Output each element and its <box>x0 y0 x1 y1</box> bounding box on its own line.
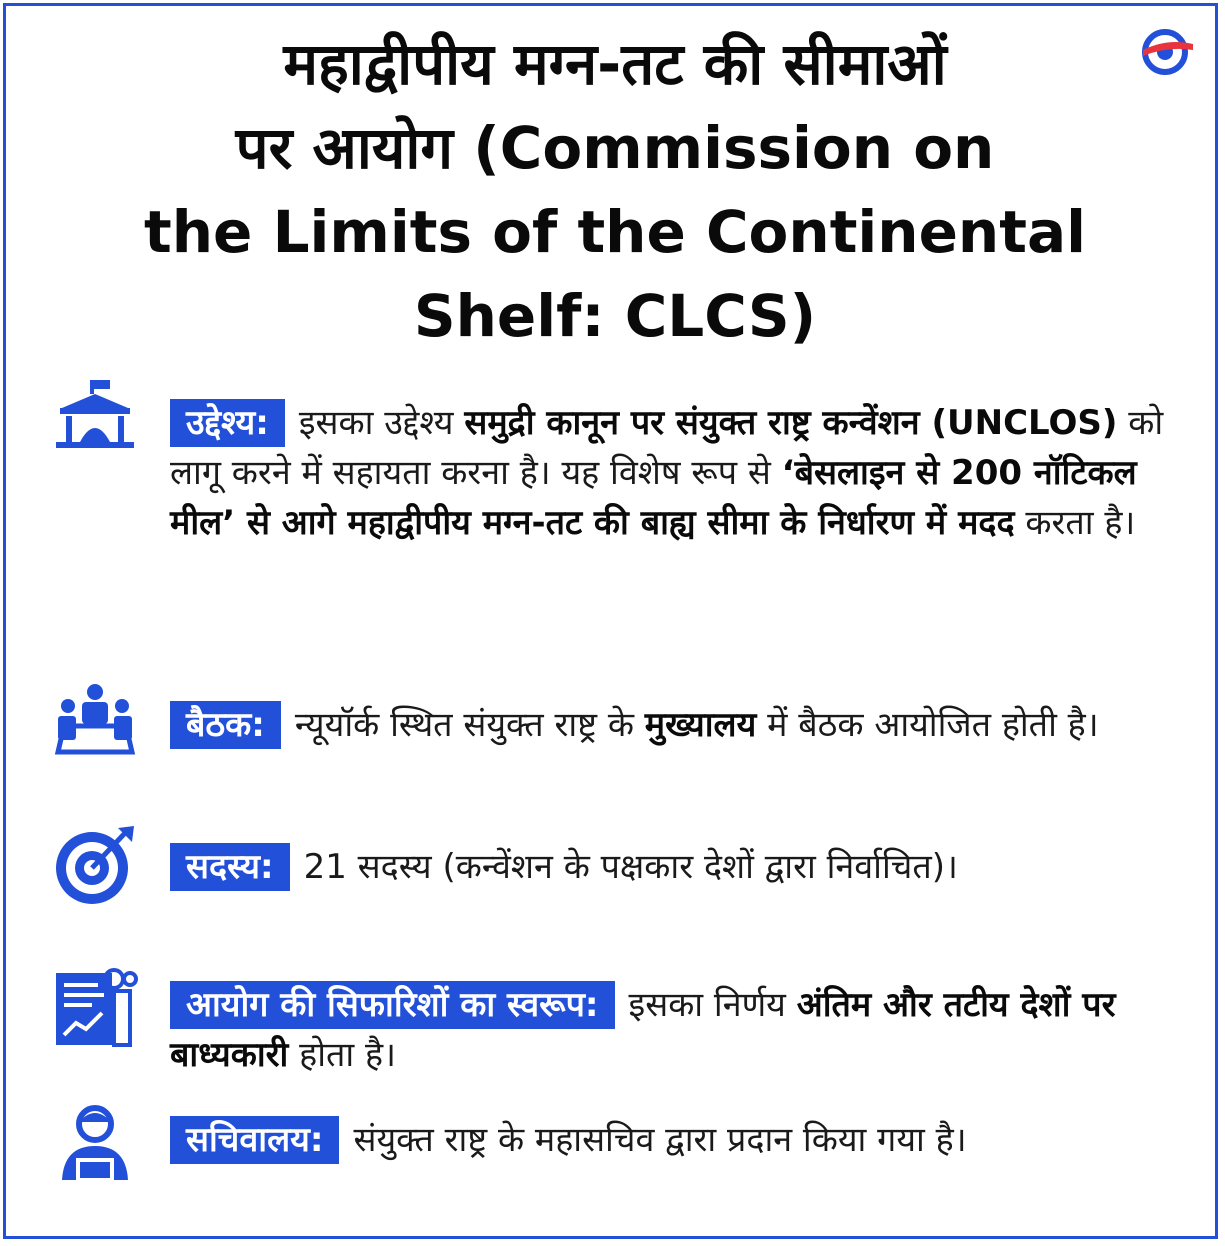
recommendations-text: आयोग की सिफारिशों का स्वरूप: इसका निर्णय अंतिम और तटीय देशों पर बाध्यकारी होता है। <box>170 980 1180 1080</box>
objective-text: उद्देश्य: इसका उद्देश्य समुद्री कानून पर संयुक्त राष्ट्र कन्वेंशन (UNCLOS) को लागू करने में सहायता करना है। यह विशेष रूप से ‘बेसलाइन से 200 नॉटिकल मील’ से आगे महाद्वीपीय मग्न-तट की बाह्य सीमा के निर्धारण में मदद करता है। <box>170 398 1180 548</box>
meeting-text: बैठक: न्यूयॉर्क स्थित संयुक्त राष्ट्र के मुख्यालय में बैठक आयोजित होती है। <box>170 700 1180 750</box>
report-chart-icon <box>52 965 138 1051</box>
title-line-3: the Limits of the Continental <box>144 198 1086 266</box>
title-line-2: पर आयोग (Commission on <box>235 114 995 182</box>
recommendations-label: आयोग की सिफारिशों का स्वरूप: <box>170 981 615 1029</box>
title-line-1: महाद्वीपीय मग्न-तट की सीमाओं <box>283 30 947 98</box>
meeting-icon <box>52 680 138 766</box>
secretariat-label: सचिवालय: <box>170 1116 339 1164</box>
members-text: सदस्य: 21 सदस्य (कन्वेंशन के पक्षकार देशों द्वारा निर्वाचित)। <box>170 842 1180 892</box>
section-recommendations <box>52 965 1192 1095</box>
institution-building-icon <box>52 378 138 464</box>
target-icon <box>52 822 138 908</box>
objective-label: उद्देश्य: <box>170 399 285 447</box>
meeting-label: बैठक: <box>170 701 281 749</box>
section-secretariat <box>52 1100 1192 1230</box>
title-line-4: Shelf: CLCS) <box>413 282 817 350</box>
section-members <box>52 822 1192 952</box>
secretariat-text: सचिवालय: संयुक्त राष्ट्र के महासचिव द्वारा प्रदान किया गया है। <box>170 1115 1180 1165</box>
section-objective <box>52 378 1192 668</box>
members-label: सदस्य: <box>170 843 290 891</box>
secretary-person-icon <box>52 1100 138 1186</box>
section-meeting <box>52 680 1192 810</box>
page-title <box>40 22 1190 358</box>
